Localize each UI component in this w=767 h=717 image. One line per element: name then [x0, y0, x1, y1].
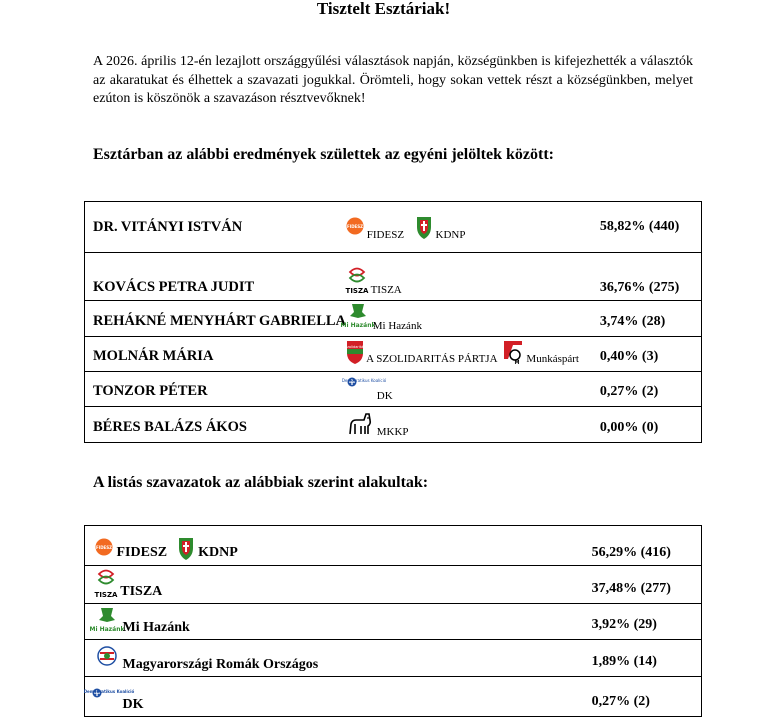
candidate-name: BÉRES BALÁZS ÁKOS — [85, 407, 347, 443]
result-value: 37,48% (277) — [592, 566, 702, 604]
party-cell — [85, 566, 592, 604]
list-results-table — [84, 525, 702, 717]
party-name: A SZOLIDARITÁS PÁRTJA — [366, 353, 497, 365]
kdnp-logo-icon — [415, 213, 433, 241]
svg-text:FIDESZ: FIDESZ — [346, 224, 364, 229]
fidesz-logo-icon — [346, 213, 364, 241]
svg-text:Mi Hazánk: Mi Hazánk — [89, 626, 125, 633]
table-row — [85, 604, 702, 640]
party-name: KDNP — [435, 229, 466, 241]
result-value: 3,74% (28) — [600, 301, 702, 337]
munkaspart-logo-icon — [502, 339, 524, 365]
svg-text:Mi Hazánk: Mi Hazánk — [340, 322, 376, 329]
result-value: 0,27% (2) — [592, 677, 702, 717]
list-heading: A listás szavazatok az alábbiak szerint alakultak: — [93, 474, 429, 491]
party-cell — [341, 372, 600, 407]
party-cell — [85, 640, 592, 677]
party-name: KDNP — [198, 545, 238, 560]
party-cell — [85, 677, 592, 717]
svg-text:TISZA: TISZA — [345, 287, 369, 295]
party-cell — [346, 407, 600, 443]
party-name: DK — [376, 390, 393, 402]
result-value: 58,82% (440) — [600, 202, 702, 253]
table-row — [85, 372, 702, 407]
party-name: FIDESZ — [366, 229, 405, 241]
party-name: TISZA — [120, 584, 163, 599]
szolidaritas-logo-icon — [346, 339, 364, 365]
party-name: MKKP — [376, 426, 409, 438]
party-cell — [346, 337, 600, 372]
result-value: 36,76% (275) — [600, 253, 702, 301]
svg-text:M: M — [514, 360, 520, 366]
svg-text:Demokratikus Koalíció: Demokratikus Koalíció — [83, 689, 135, 694]
mi-hazank-logo-icon — [89, 606, 125, 636]
table-row — [85, 301, 702, 337]
result-value: 0,27% (2) — [600, 372, 702, 407]
table-row — [85, 526, 702, 566]
party-cell — [85, 526, 592, 566]
party-name: Magyarországi Romák Országos — [122, 657, 319, 672]
svg-text:Szolidaritás: Szolidaritás — [344, 345, 366, 349]
candidate-name: REHÁKNÉ MENYHÁRT GABRIELLA — [85, 301, 347, 337]
table-row — [85, 253, 702, 301]
svg-text:FIDESZ: FIDESZ — [95, 545, 113, 550]
table-row — [85, 640, 702, 677]
table-row — [85, 566, 702, 604]
table-row — [85, 337, 702, 372]
dog-logo-icon — [346, 410, 374, 438]
kdnp-logo-icon — [177, 535, 195, 561]
result-value: 0,00% (0) — [600, 407, 702, 443]
party-name: Mi Hazánk — [122, 620, 190, 635]
candidate-name: DR. VITÁNYI ISTVÁN — [85, 202, 347, 253]
party-name: FIDESZ — [116, 545, 168, 560]
party-cell — [340, 301, 600, 337]
svg-text:TISZA: TISZA — [94, 591, 118, 599]
party-cell — [85, 604, 592, 640]
candidate-name: KOVÁCS PETRA JUDIT — [85, 253, 347, 301]
candidate-name: MOLNÁR MÁRIA — [85, 337, 347, 372]
result-value: 56,29% (416) — [592, 526, 702, 566]
party-name: Mi Hazánk — [372, 320, 422, 332]
candidate-name: TONZOR PÉTER — [85, 372, 347, 407]
mi-hazank-logo-icon — [340, 302, 376, 332]
intro-paragraph: A 2026. április 12-én lezajlott országgyűlési választások napján, községünkben is kifejezhették a választók az akaratukat és élhettek a szavazati jogukkal. Örömteli, hogy sokan vettek részt a községünkben, melyet ezúton is köszönök a szavazáson résztvevőknek! — [93, 54, 693, 106]
table-row — [85, 202, 702, 253]
individual-results-table — [84, 201, 702, 443]
tisza-logo-icon — [95, 568, 117, 600]
roma-party-logo-icon — [95, 643, 119, 673]
result-value: 1,89% (14) — [592, 640, 702, 677]
svg-text:Demokratikus Koalíció: Demokratikus Koalíció — [341, 378, 387, 383]
fidesz-logo-icon — [95, 535, 113, 561]
page-title: Tisztelt Esztáriak! — [316, 0, 451, 18]
party-name: DK — [122, 697, 144, 712]
party-name: Munkáspárt — [526, 353, 579, 365]
tisza-logo-icon — [346, 266, 368, 296]
individual-heading: Esztárban az alábbi eredmények születtek az egyéni jelöltek között: — [93, 146, 554, 163]
result-value: 0,40% (3) — [600, 337, 702, 372]
party-cell — [346, 253, 600, 301]
result-value: 3,92% (29) — [592, 604, 702, 640]
party-cell — [346, 202, 600, 253]
table-row — [85, 407, 702, 443]
party-name: TISZA — [370, 284, 402, 296]
table-row — [85, 677, 702, 717]
